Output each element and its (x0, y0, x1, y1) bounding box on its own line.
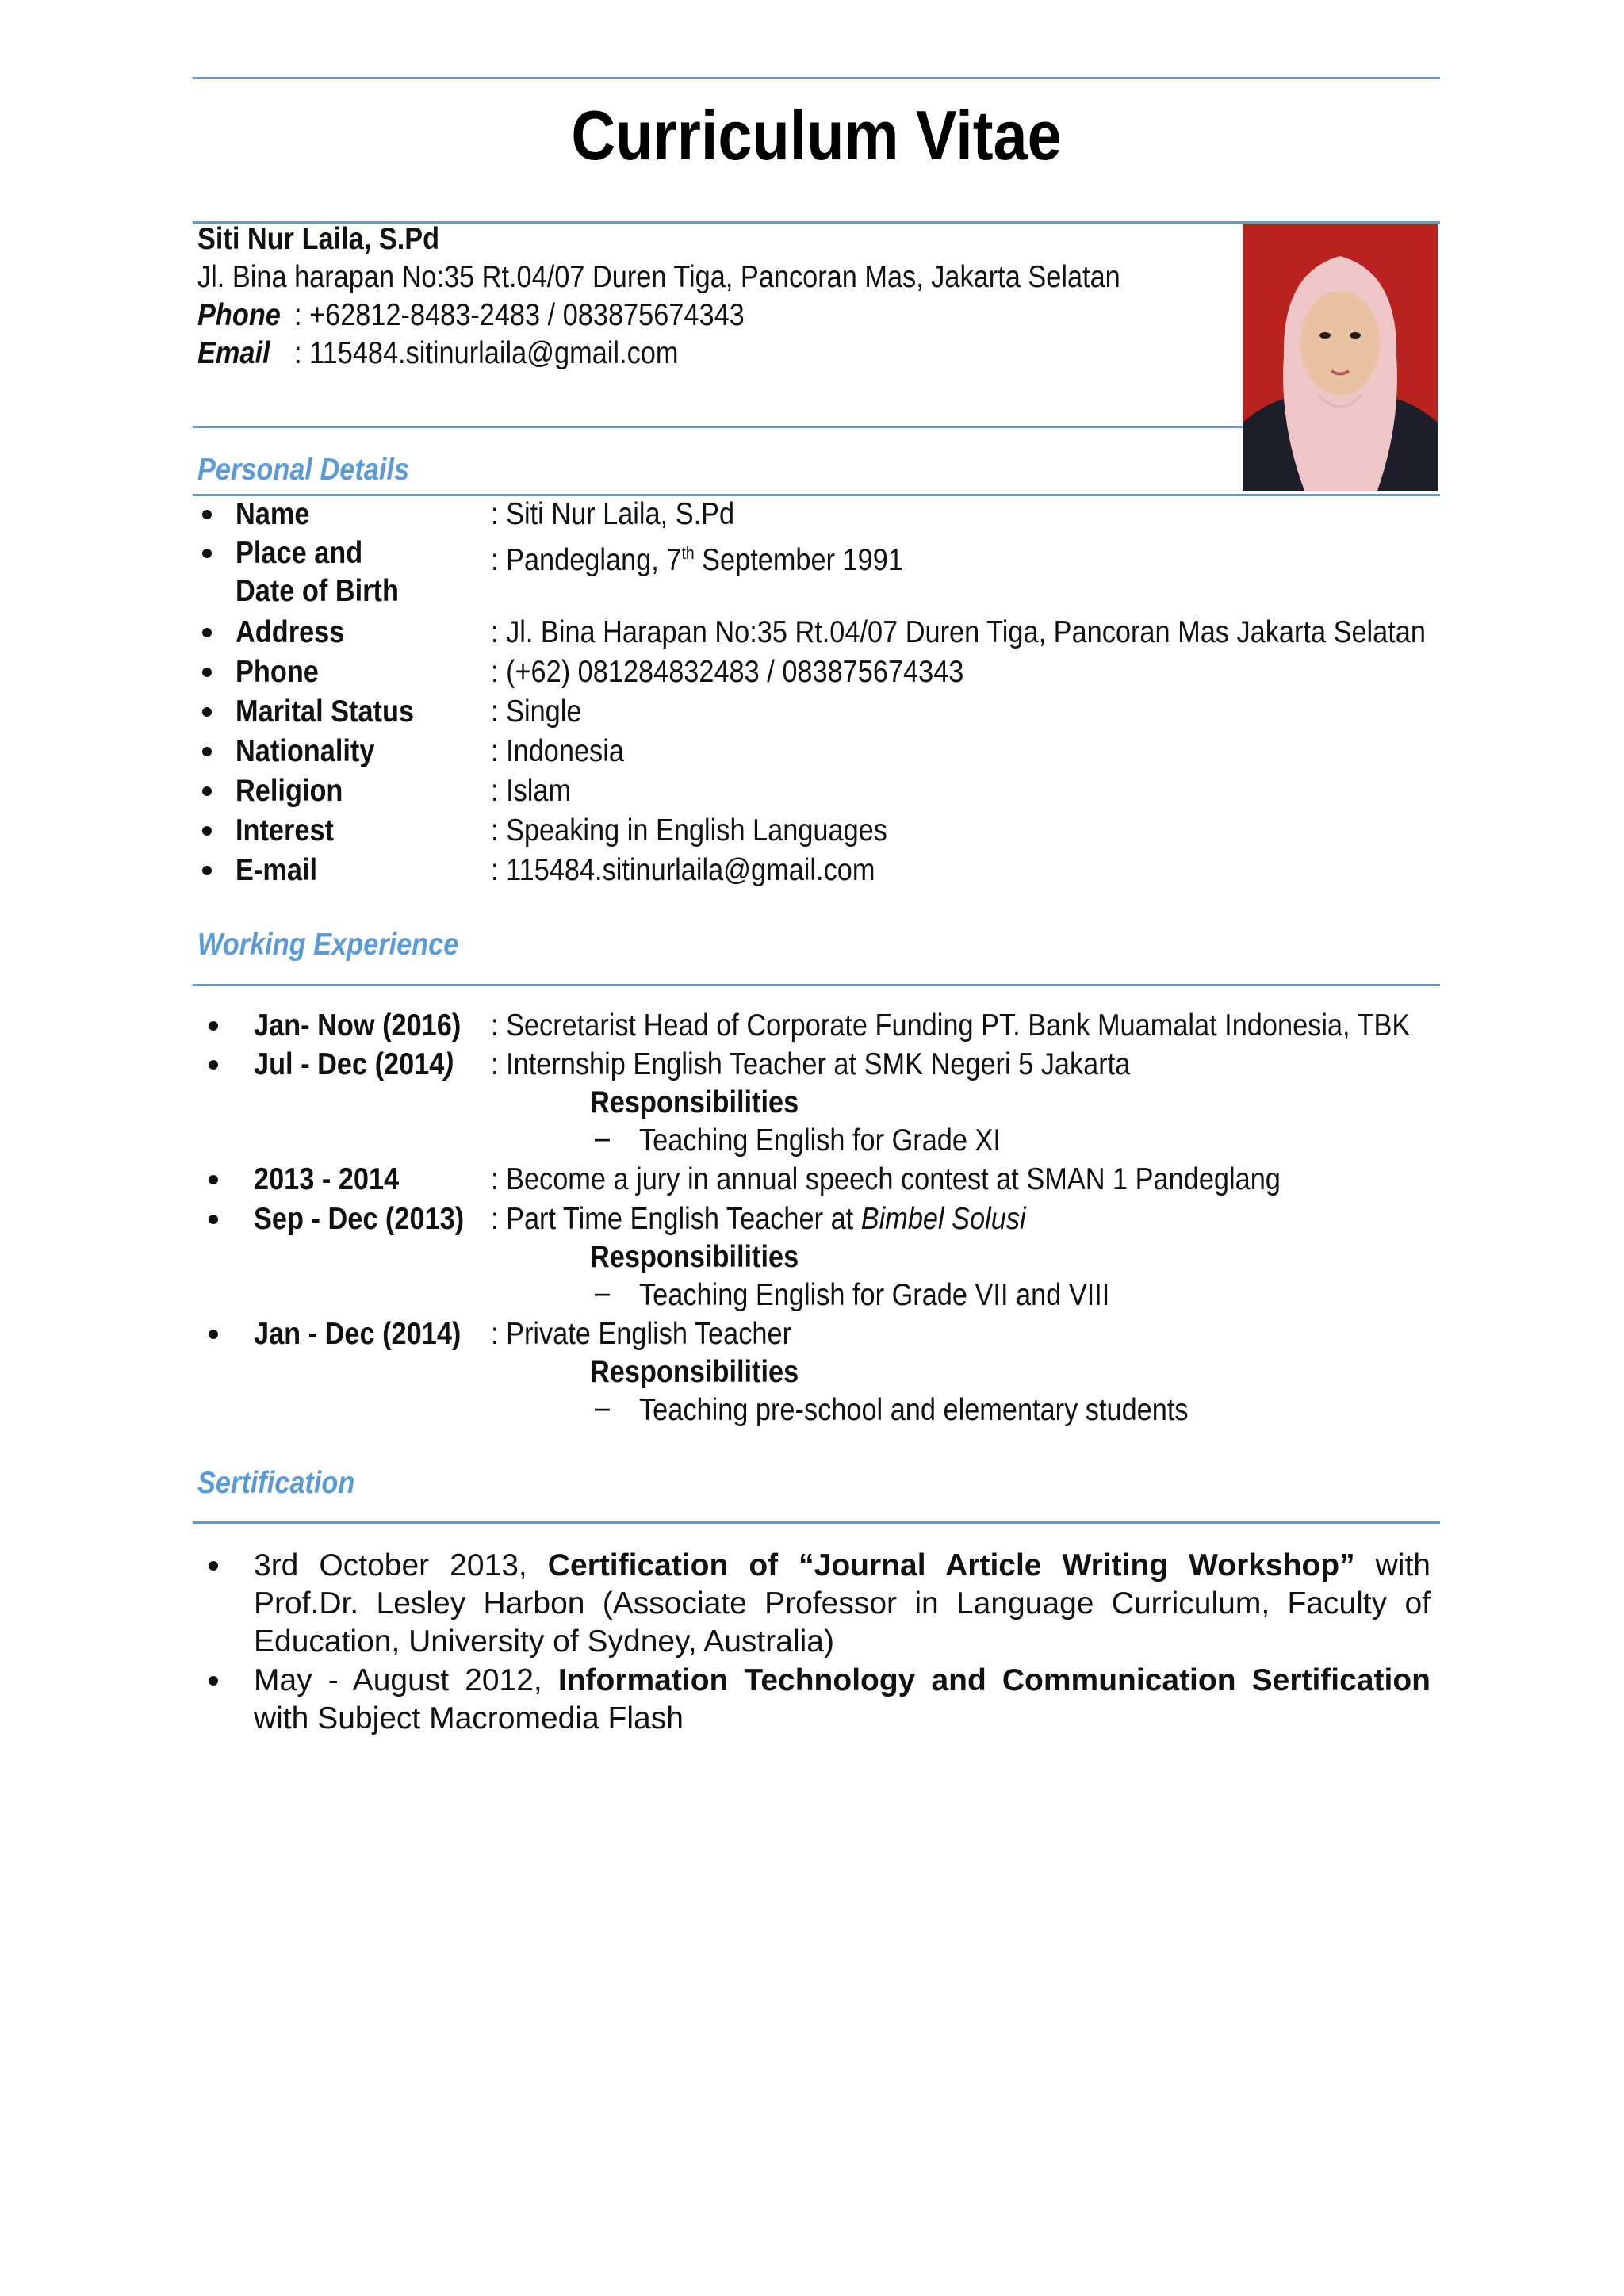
work-description: : Part Time English Teacher at Bimbel Solusi (491, 1202, 1026, 1236)
personal-value: : Jl. Bina Harapan No:35 Rt.04/07 Duren Tiga, Pancoran Mas Jakarta Selatan (491, 615, 1426, 649)
profile-photo (1243, 224, 1438, 491)
personal-details-rule (193, 494, 1440, 496)
work-period: 2013 - 2014 (254, 1162, 400, 1196)
work-period: Jul - Dec (2014) (254, 1047, 454, 1081)
bullet (202, 707, 212, 717)
work-description: : Internship English Teacher at SMK Negeri 5 Jakarta (491, 1047, 1131, 1081)
email-label: Email (197, 336, 270, 370)
bullet (209, 1060, 218, 1070)
certification-item: 3rd October 2013, Certification of “Journal Article Writing Workshop” with Prof.Dr. Lesley Harbon (Associate Professor in Language Curriculum, Faculty of Education, University of Sydney, Australia) (254, 1548, 1431, 1659)
bullet (209, 1021, 218, 1031)
personal-value: : Speaking in English Languages (491, 813, 887, 848)
top-rule (193, 77, 1440, 79)
personal-value: : Pandeglang, 7th September 1991 (491, 543, 903, 577)
personal-label: Interest (236, 813, 334, 848)
personal-label: Place and (236, 536, 363, 570)
personal-value: : Siti Nur Laila, S.Pd (491, 497, 735, 531)
responsibility-item: Teaching English for Grade VII and VIII (639, 1278, 1110, 1312)
responsibilities-label: Responsibilities (590, 1085, 799, 1119)
header-rule (193, 426, 1243, 428)
personal-label: Marital Status (236, 695, 415, 729)
bullet (202, 510, 212, 519)
bullet (209, 1215, 218, 1224)
personal-label: E-mail (236, 853, 318, 887)
personal-details-heading: Personal Details (197, 453, 410, 487)
sertification-rule (193, 1521, 1440, 1524)
work-period: Jan - Dec (2014) (254, 1317, 462, 1351)
work-description: : Become a jury in annual speech contest at SMAN 1 Pandeglang (491, 1162, 1281, 1196)
sertification-heading: Sertification (197, 1466, 355, 1500)
bullet (202, 549, 212, 558)
bullet (209, 1330, 218, 1339)
bullet (209, 1676, 218, 1686)
phone-label: Phone (197, 298, 281, 332)
personal-label: Phone (236, 655, 319, 689)
dash-marker: − (593, 1278, 611, 1312)
bullet (202, 747, 212, 756)
bullet (202, 668, 212, 677)
bullet (202, 826, 212, 836)
personal-value: : 115484.sitinurlaila@gmail.com (491, 853, 875, 887)
email-value: : 115484.sitinurlaila@gmail.com (294, 336, 679, 370)
bullet (202, 628, 212, 637)
personal-label: Religion (236, 774, 343, 808)
personal-value: : Islam (491, 774, 572, 808)
responsibilities-label: Responsibilities (590, 1355, 799, 1389)
certification-item: May - August 2012, Information Technology and Communication Sertification with Subject Macromedia Flash (254, 1663, 1431, 1735)
work-description: : Secretarist Head of Corporate Funding PT. Bank Muamalat Indonesia, TBK (491, 1008, 1411, 1043)
personal-label: Name (236, 497, 310, 531)
work-period: Sep - Dec (2013) (254, 1202, 465, 1236)
bullet (202, 866, 212, 875)
responsibility-item: Teaching English for Grade XI (639, 1123, 1001, 1158)
work-period: Jan- Now (2016) (254, 1008, 462, 1043)
personal-value: : Indonesia (491, 734, 624, 768)
applicant-address: Jl. Bina harapan No:35 Rt.04/07 Duren Tiga, Pancoran Mas, Jakarta Selatan (197, 260, 1120, 294)
working-experience-heading: Working Experience (197, 928, 459, 962)
working-experience-rule (193, 984, 1440, 986)
personal-label-line2: Date of Birth (236, 574, 399, 608)
personal-value: : Single (491, 695, 582, 729)
responsibilities-label: Responsibilities (590, 1240, 799, 1274)
personal-label: Nationality (236, 734, 375, 768)
bullet (209, 1561, 218, 1571)
bullet (209, 1175, 218, 1184)
personal-label: Address (236, 615, 345, 649)
bullet (202, 786, 212, 796)
work-description: : Private English Teacher (491, 1317, 792, 1351)
phone-value: : +62812-8483-2483 / 083875674343 (294, 298, 745, 332)
applicant-name: Siti Nur Laila, S.Pd (197, 222, 440, 256)
responsibility-item: Teaching pre-school and elementary students (639, 1393, 1189, 1427)
dash-marker: − (593, 1393, 611, 1427)
page-title: Curriculum Vitae (571, 96, 1062, 174)
dash-marker: − (593, 1123, 611, 1158)
personal-value: : (+62) 081284832483 / 083875674343 (491, 655, 964, 689)
